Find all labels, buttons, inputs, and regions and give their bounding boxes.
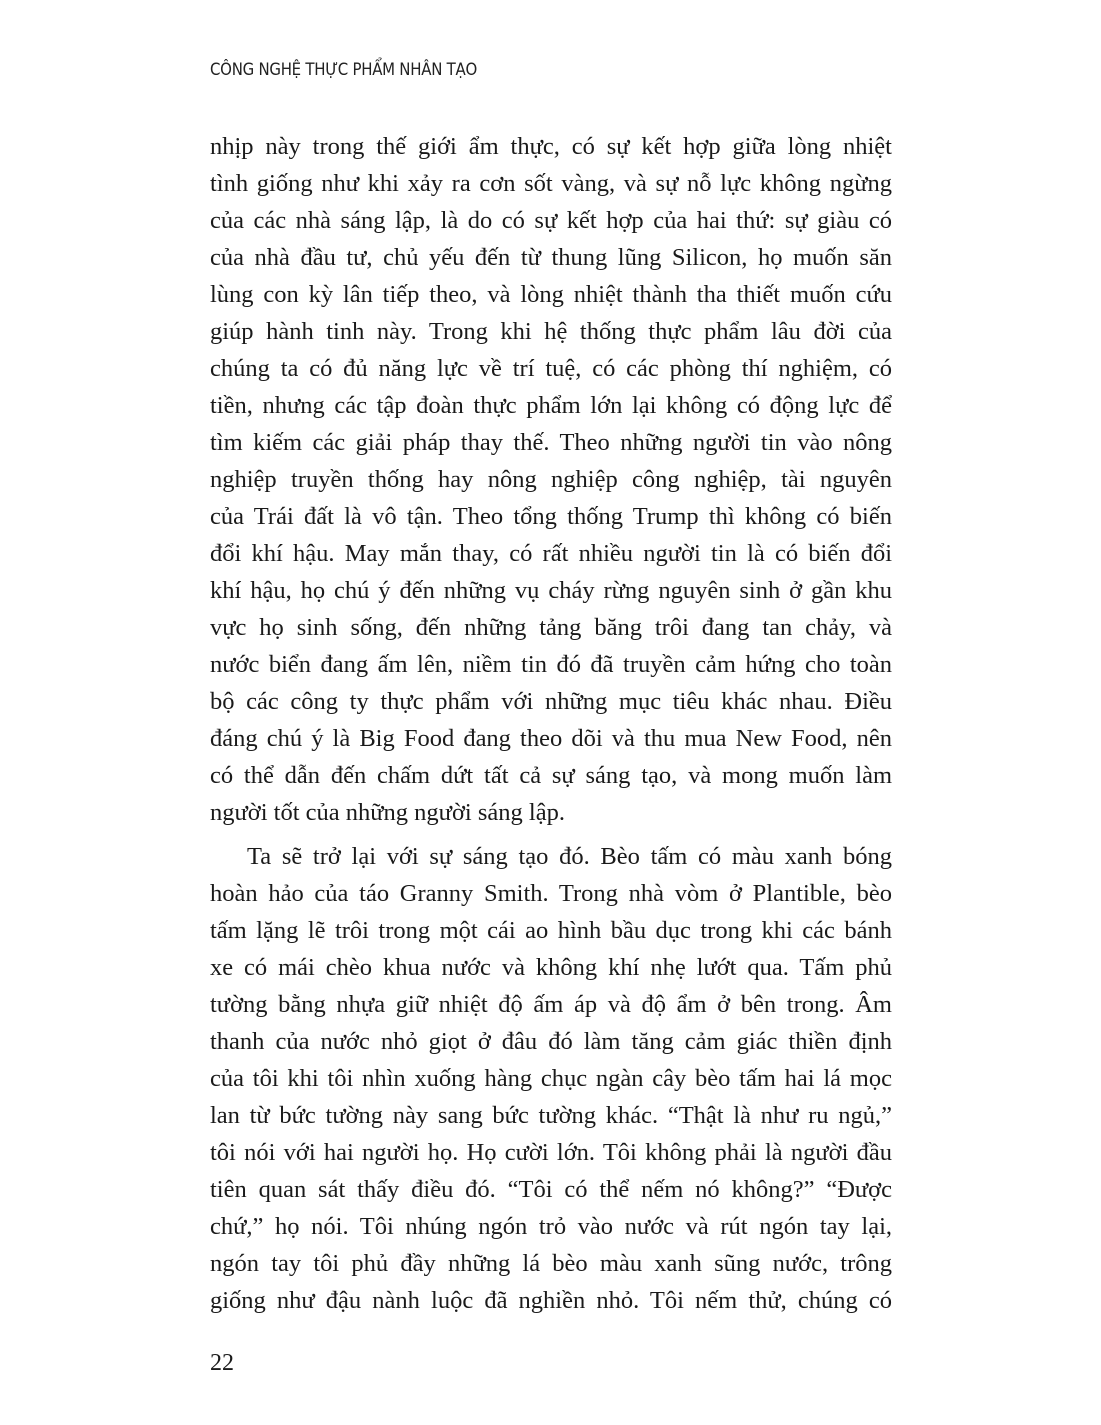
page-number: 22 <box>210 1350 234 1376</box>
paragraph-1 <box>210 128 892 831</box>
text-line: chúng ta có đủ năng lực về trí tuệ, có các phòng thí nghiệm, có <box>210 355 892 382</box>
text-line: nghiệp truyền thống hay nông nghiệp công nghiệp, tài nguyên <box>210 466 892 493</box>
text-line: tìm kiếm các giải pháp thay thế. Theo những người tin vào nông <box>210 429 892 456</box>
text-line: Ta sẽ trở lại với sự sáng tạo đó. Bèo tấm có màu xanh bóng <box>247 843 892 870</box>
text-line: người tốt của những người sáng lập. <box>210 799 565 826</box>
text-line: tiên quan sát thấy điều đó. “Tôi có thể nếm nó không?” “Được <box>210 1176 892 1203</box>
text-line: của Trái đất là vô tận. Theo tổng thống Trump thì không có biến <box>210 503 892 530</box>
paragraph-2 <box>210 838 892 1319</box>
running-header: CÔNG NGHỆ THỰC PHẨM NHÂN TẠO <box>210 60 477 80</box>
text-line: tôi nói với hai người họ. Họ cười lớn. Tôi không phải là người đầu <box>210 1139 892 1166</box>
text-line: tình giống như khi xảy ra cơn sốt vàng, và sự nỗ lực không ngừng <box>210 170 892 197</box>
text-line: giúp hành tinh này. Trong khi hệ thống thực phẩm lâu đời của <box>210 318 892 345</box>
text-line: chứ,” họ nói. Tôi nhúng ngón trỏ vào nước và rút ngón tay lại, <box>210 1213 892 1240</box>
text-line: tấm lặng lẽ trôi trong một cái ao hình bầu dục trong khi các bánh <box>210 917 892 944</box>
text-line: vực họ sinh sống, đến những tảng băng trôi đang tan chảy, và <box>210 614 892 641</box>
text-line: hoàn hảo của táo Granny Smith. Trong nhà vòm ở Plantible, bèo <box>210 880 892 907</box>
text-line: có thể dẫn đến chấm dứt tất cả sự sáng tạo, và mong muốn làm <box>210 762 892 789</box>
text-line: của tôi khi tôi nhìn xuống hàng chục ngàn cây bèo tấm hai lá mọc <box>210 1065 892 1092</box>
text-line: xe có mái chèo khua nước và không khí nhẹ lướt qua. Tấm phủ <box>210 954 892 981</box>
text-line: giống như đậu nành luộc đã nghiền nhỏ. Tôi nếm thử, chúng có <box>210 1287 892 1314</box>
text-line: ngón tay tôi phủ đầy những lá bèo màu xanh sũng nước, trông <box>210 1250 892 1277</box>
text-line: tiền, nhưng các tập đoàn thực phẩm lớn lại không có động lực để <box>210 392 892 419</box>
text-line: nước biển đang ấm lên, niềm tin đó đã truyền cảm hứng cho toàn <box>210 651 892 678</box>
text-line: khí hậu, họ chú ý đến những vụ cháy rừng nguyên sinh ở gần khu <box>210 577 892 604</box>
text-line: bộ các công ty thực phẩm với những mục tiêu khác nhau. Điều <box>210 688 892 715</box>
text-line: tường bằng nhựa giữ nhiệt độ ấm áp và độ ẩm ở bên trong. Âm <box>210 991 892 1018</box>
text-line: thanh của nước nhỏ giọt ở đâu đó làm tăng cảm giác thiền định <box>210 1028 892 1055</box>
text-line: của các nhà sáng lập, là do có sự kết hợp của hai thứ: sự giàu có <box>210 207 892 234</box>
text-line: đáng chú ý là Big Food đang theo dõi và thu mua New Food, nên <box>210 725 892 752</box>
text-line: đổi khí hậu. May mắn thay, có rất nhiều người tin là có biến đổi <box>210 540 892 567</box>
text-line: nhịp này trong thế giới ẩm thực, có sự kết hợp giữa lòng nhiệt <box>210 133 892 160</box>
text-line: lan từ bức tường này sang bức tường khác. “Thật là như ru ngủ,” <box>210 1102 892 1129</box>
text-line: lùng con kỳ lân tiếp theo, và lòng nhiệt thành tha thiết muốn cứu <box>210 281 892 308</box>
text-line: của nhà đầu tư, chủ yếu đến từ thung lũng Silicon, họ muốn săn <box>210 244 892 271</box>
